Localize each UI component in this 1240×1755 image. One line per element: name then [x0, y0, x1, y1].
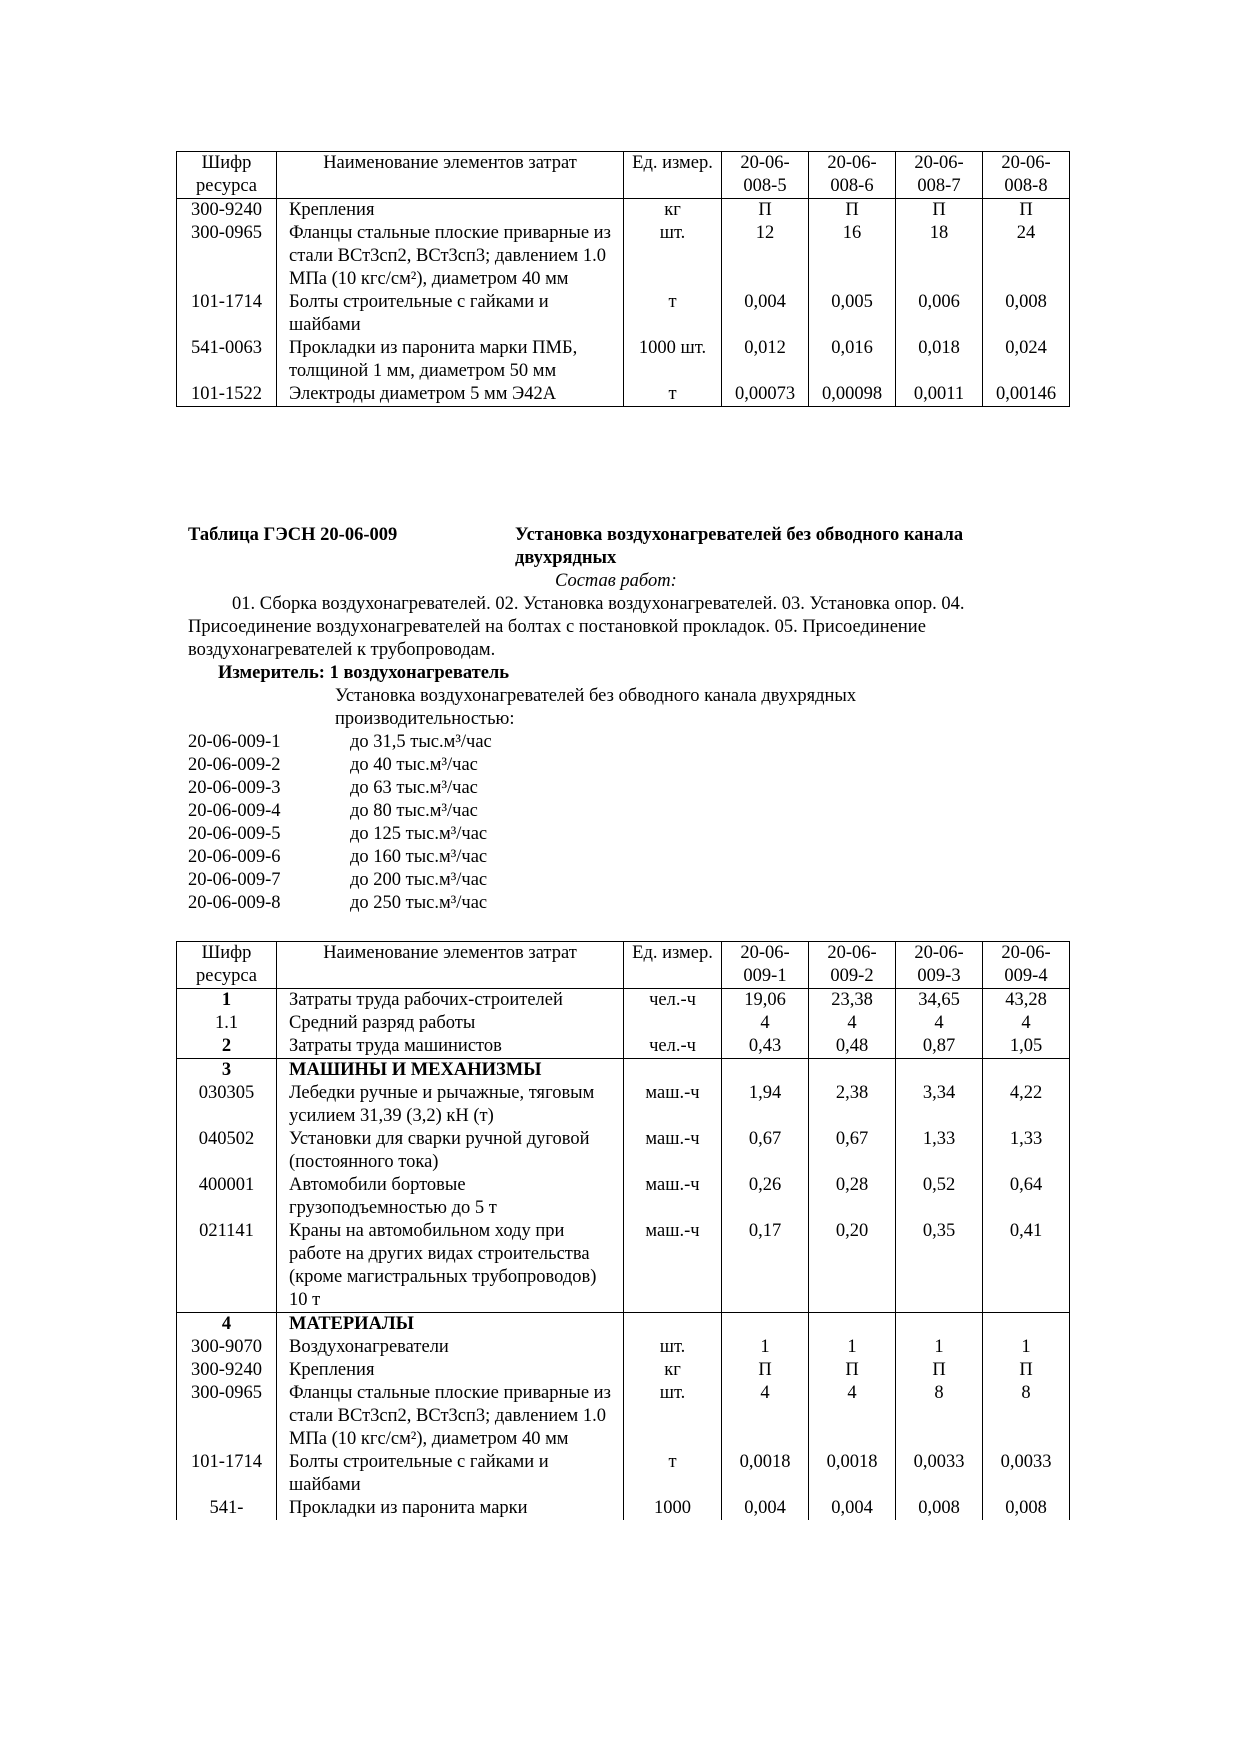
header-code: Шифр ресурса	[177, 942, 277, 989]
row-unit: маш.-ч	[624, 1220, 722, 1313]
norm-code: 20-06-009-3	[188, 778, 281, 798]
row-value: 16	[809, 222, 896, 291]
header-code: Шифр ресурса	[177, 152, 277, 199]
row-value: 0,52	[896, 1174, 983, 1220]
row-value: 0,0018	[722, 1451, 809, 1497]
row-value: 0,20	[809, 1220, 896, 1313]
row-value: 0,64	[983, 1174, 1070, 1220]
row-value: 1	[983, 1336, 1070, 1359]
resource-table-009	[176, 941, 1070, 1520]
row-unit: кг	[624, 199, 722, 223]
norm-code: 20-06-009-8	[188, 893, 281, 913]
norm-code: 20-06-009-7	[188, 870, 281, 890]
row-code: 2	[177, 1035, 277, 1059]
row-value: П	[722, 1359, 809, 1382]
row-code: 101-1714	[177, 291, 277, 337]
row-code: 040502	[177, 1128, 277, 1174]
row-value: 0,004	[722, 291, 809, 337]
header-unit: Ед. измер.	[624, 942, 722, 989]
row-value	[896, 1313, 983, 1337]
row-value: 3,34	[896, 1082, 983, 1128]
row-name: Воздухонагреватели	[277, 1336, 624, 1359]
norm-text: до 200 тыс.м³/час	[350, 870, 488, 890]
table-header-row	[177, 942, 1070, 989]
row-unit: кг	[624, 1359, 722, 1382]
row-value: 1,33	[896, 1128, 983, 1174]
row-value: 8	[983, 1382, 1070, 1451]
row-value: 4	[809, 1382, 896, 1451]
norm-code: 20-06-009-6	[188, 847, 281, 867]
header-col: 20-06-008-6	[809, 152, 896, 199]
row-unit	[624, 1012, 722, 1035]
row-value: 0,0018	[809, 1451, 896, 1497]
table-row	[177, 1336, 1070, 1359]
row-name: МАТЕРИАЛЫ	[277, 1313, 624, 1337]
row-value: 4	[983, 1012, 1070, 1035]
row-name: Затраты труда рабочих-строителей	[277, 989, 624, 1013]
row-value: 0,016	[809, 337, 896, 383]
row-name: Болты строительные с гайками и шайбами	[277, 1451, 624, 1497]
row-name: Фланцы стальные плоские приварные из стали ВСт3сп2, ВСт3сп3; давлением 1.0 МПа (10 кгс/см²), диаметром 40 мм	[277, 1382, 624, 1451]
norm-text: до 125 тыс.м³/час	[350, 824, 488, 844]
description-line-1: Установка воздухонагревателей без обводного канала двухрядных	[335, 686, 857, 706]
row-code: 101-1714	[177, 1451, 277, 1497]
header-name: Наименование элементов затрат	[277, 942, 624, 989]
row-code: 021141	[177, 1220, 277, 1313]
table-row	[177, 1128, 1070, 1174]
description-line-2: производительностью:	[335, 709, 515, 729]
row-value: 0,67	[809, 1128, 896, 1174]
table-row	[177, 1359, 1070, 1382]
row-name: Электроды диаметром 5 мм Э42А	[277, 383, 624, 407]
row-value: 0,41	[983, 1220, 1070, 1313]
table-row	[177, 1382, 1070, 1451]
row-code: 3	[177, 1059, 277, 1083]
norm-code: 20-06-009-4	[188, 801, 281, 821]
row-name: Прокладки из паронита марки	[277, 1497, 624, 1520]
norm-text: до 160 тыс.м³/час	[350, 847, 488, 867]
row-name: Прокладки из паронита марки ПМБ, толщиной 1 мм, диаметром 50 мм	[277, 337, 624, 383]
row-code: 1	[177, 989, 277, 1013]
norm-text: до 40 тыс.м³/час	[350, 755, 478, 775]
norm-code: 20-06-009-2	[188, 755, 281, 775]
section-title: Установка воздухонагревателей без обводного канала двухрядных	[515, 525, 964, 568]
row-name: Краны на автомобильном ходу при работе на других видах строительства (кроме магистральных трубопроводов) 10 т	[277, 1220, 624, 1313]
row-value: 0,008	[983, 291, 1070, 337]
row-value: 0,43	[722, 1035, 809, 1059]
row-name: Крепления	[277, 199, 624, 223]
header-col: 20-06-008-7	[896, 152, 983, 199]
row-value	[809, 1313, 896, 1337]
row-value: 0,0033	[983, 1451, 1070, 1497]
table-header-row	[177, 152, 1070, 199]
row-value: 0,008	[896, 1497, 983, 1520]
row-unit: шт.	[624, 222, 722, 291]
row-code: 300-9240	[177, 1359, 277, 1382]
norm-code: 20-06-009-5	[188, 824, 281, 844]
header-name: Наименование элементов затрат	[277, 152, 624, 199]
table-row	[177, 291, 1070, 337]
row-value: 8	[896, 1382, 983, 1451]
row-value: 1	[896, 1336, 983, 1359]
header-col: 20-06-008-8	[983, 152, 1070, 199]
row-value	[983, 1313, 1070, 1337]
row-code: 1.1	[177, 1012, 277, 1035]
row-value: 0,004	[809, 1497, 896, 1520]
row-value: П	[809, 1359, 896, 1382]
row-value: 0,00073	[722, 383, 809, 407]
row-name: Лебедки ручные и рычажные, тяговым усилием 31,39 (3,2) кН (т)	[277, 1082, 624, 1128]
row-value: 0,024	[983, 337, 1070, 383]
header-col: 20-06-009-2	[809, 942, 896, 989]
row-value: 0,008	[983, 1497, 1070, 1520]
norm-text: до 80 тыс.м³/час	[350, 801, 478, 821]
row-value: 0,26	[722, 1174, 809, 1220]
row-value: 2,38	[809, 1082, 896, 1128]
row-value: 4,22	[983, 1082, 1070, 1128]
row-value: 4	[722, 1382, 809, 1451]
table-row	[177, 1012, 1070, 1035]
row-value: 0,004	[722, 1497, 809, 1520]
table-row	[177, 199, 1070, 223]
row-unit: т	[624, 383, 722, 407]
row-value: 4	[809, 1012, 896, 1035]
row-value	[896, 1059, 983, 1083]
row-name: Крепления	[277, 1359, 624, 1382]
row-unit: шт.	[624, 1382, 722, 1451]
section-row	[177, 1059, 1070, 1083]
row-value: 1	[722, 1336, 809, 1359]
row-value: 1,33	[983, 1128, 1070, 1174]
table-row	[177, 383, 1070, 407]
row-value: 4	[722, 1012, 809, 1035]
row-code: 300-9240	[177, 199, 277, 223]
row-value: 0,018	[896, 337, 983, 383]
row-value: П	[983, 199, 1070, 223]
row-value: 23,38	[809, 989, 896, 1013]
row-name: Болты строительные с гайками и шайбами	[277, 291, 624, 337]
row-unit	[624, 1059, 722, 1083]
header-unit: Ед. измер.	[624, 152, 722, 199]
table-row	[177, 1035, 1070, 1059]
row-name: МАШИНЫ И МЕХАНИЗМЫ	[277, 1059, 624, 1083]
row-code: 400001	[177, 1174, 277, 1220]
table-row	[177, 1497, 1070, 1520]
row-value: 0,48	[809, 1035, 896, 1059]
row-unit: 1000 шт.	[624, 337, 722, 383]
row-value: 0,28	[809, 1174, 896, 1220]
table-row	[177, 222, 1070, 291]
row-value: 1	[809, 1336, 896, 1359]
row-unit	[624, 1313, 722, 1337]
row-name: Затраты труда машинистов	[277, 1035, 624, 1059]
row-value: 12	[722, 222, 809, 291]
row-value	[809, 1059, 896, 1083]
table-row	[177, 989, 1070, 1013]
row-unit: чел.-ч	[624, 989, 722, 1013]
header-col: 20-06-009-4	[983, 942, 1070, 989]
row-value: П	[722, 199, 809, 223]
header-col: 20-06-009-1	[722, 942, 809, 989]
row-value: П	[896, 1359, 983, 1382]
row-name: Средний разряд работы	[277, 1012, 624, 1035]
row-name: Фланцы стальные плоские приварные из стали ВСт3сп2, ВСт3сп3; давлением 1.0 МПа (10 кгс/см²), диаметром 40 мм	[277, 222, 624, 291]
row-value: 0,0011	[896, 383, 983, 407]
table-row	[177, 1082, 1070, 1128]
row-code: 300-0965	[177, 1382, 277, 1451]
header-col: 20-06-009-3	[896, 942, 983, 989]
row-value	[722, 1059, 809, 1083]
row-value: П	[896, 199, 983, 223]
row-code: 101-1522	[177, 383, 277, 407]
row-code: 4	[177, 1313, 277, 1337]
table-id-heading: Таблица ГЭСН 20-06-009	[188, 525, 398, 545]
row-value: 34,65	[896, 989, 983, 1013]
row-value: 4	[896, 1012, 983, 1035]
row-code: 300-0965	[177, 222, 277, 291]
row-name: Установки для сварки ручной дуговой (постоянного тока)	[277, 1128, 624, 1174]
row-value: 0,17	[722, 1220, 809, 1313]
row-value: П	[809, 199, 896, 223]
row-value: 0,0033	[896, 1451, 983, 1497]
row-unit: т	[624, 1451, 722, 1497]
row-code: 541-0063	[177, 337, 277, 383]
row-value: 0,87	[896, 1035, 983, 1059]
sostav-label: Состав работ:	[555, 571, 677, 591]
row-value	[722, 1313, 809, 1337]
row-value: 1,05	[983, 1035, 1070, 1059]
resource-table-008	[176, 151, 1070, 407]
row-value: 43,28	[983, 989, 1070, 1013]
header-col: 20-06-008-5	[722, 152, 809, 199]
section-row	[177, 1313, 1070, 1337]
row-value	[983, 1059, 1070, 1083]
table-row	[177, 1174, 1070, 1220]
row-value: 0,012	[722, 337, 809, 383]
row-value: П	[983, 1359, 1070, 1382]
row-value: 0,005	[809, 291, 896, 337]
row-unit: маш.-ч	[624, 1174, 722, 1220]
izmeritel: Измеритель: 1 воздухонагреватель	[218, 663, 510, 683]
row-value: 0,006	[896, 291, 983, 337]
norm-text: до 250 тыс.м³/час	[350, 893, 488, 913]
row-code: 541-	[177, 1497, 277, 1520]
table-row	[177, 337, 1070, 383]
row-value: 0,00098	[809, 383, 896, 407]
row-code: 300-9070	[177, 1336, 277, 1359]
norm-text: до 31,5 тыс.м³/час	[350, 732, 492, 752]
table-row	[177, 1220, 1070, 1313]
row-value: 24	[983, 222, 1070, 291]
norm-code: 20-06-009-1	[188, 732, 281, 752]
row-unit: маш.-ч	[624, 1082, 722, 1128]
row-code: 030305	[177, 1082, 277, 1128]
row-value: 1,94	[722, 1082, 809, 1128]
row-unit: т	[624, 291, 722, 337]
table-row	[177, 1451, 1070, 1497]
row-value: 0,35	[896, 1220, 983, 1313]
row-unit: шт.	[624, 1336, 722, 1359]
row-value: 0,67	[722, 1128, 809, 1174]
sostav-text: 01. Сборка воздухонагревателей. 02. Установка воздухонагревателей. 03. Установка опор. 04. Присоединение воздухонагревателей на болтах с постановкой прокладок. 05. Присоединение воздухонагревателей к трубопроводам.	[188, 594, 965, 660]
row-value: 0,00146	[983, 383, 1070, 407]
row-value: 19,06	[722, 989, 809, 1013]
row-name: Автомобили бортовые грузоподъемностью до 5 т	[277, 1174, 624, 1220]
row-unit: 1000	[624, 1497, 722, 1520]
row-unit: чел.-ч	[624, 1035, 722, 1059]
norm-text: до 63 тыс.м³/час	[350, 778, 478, 798]
row-unit: маш.-ч	[624, 1128, 722, 1174]
row-value: 18	[896, 222, 983, 291]
